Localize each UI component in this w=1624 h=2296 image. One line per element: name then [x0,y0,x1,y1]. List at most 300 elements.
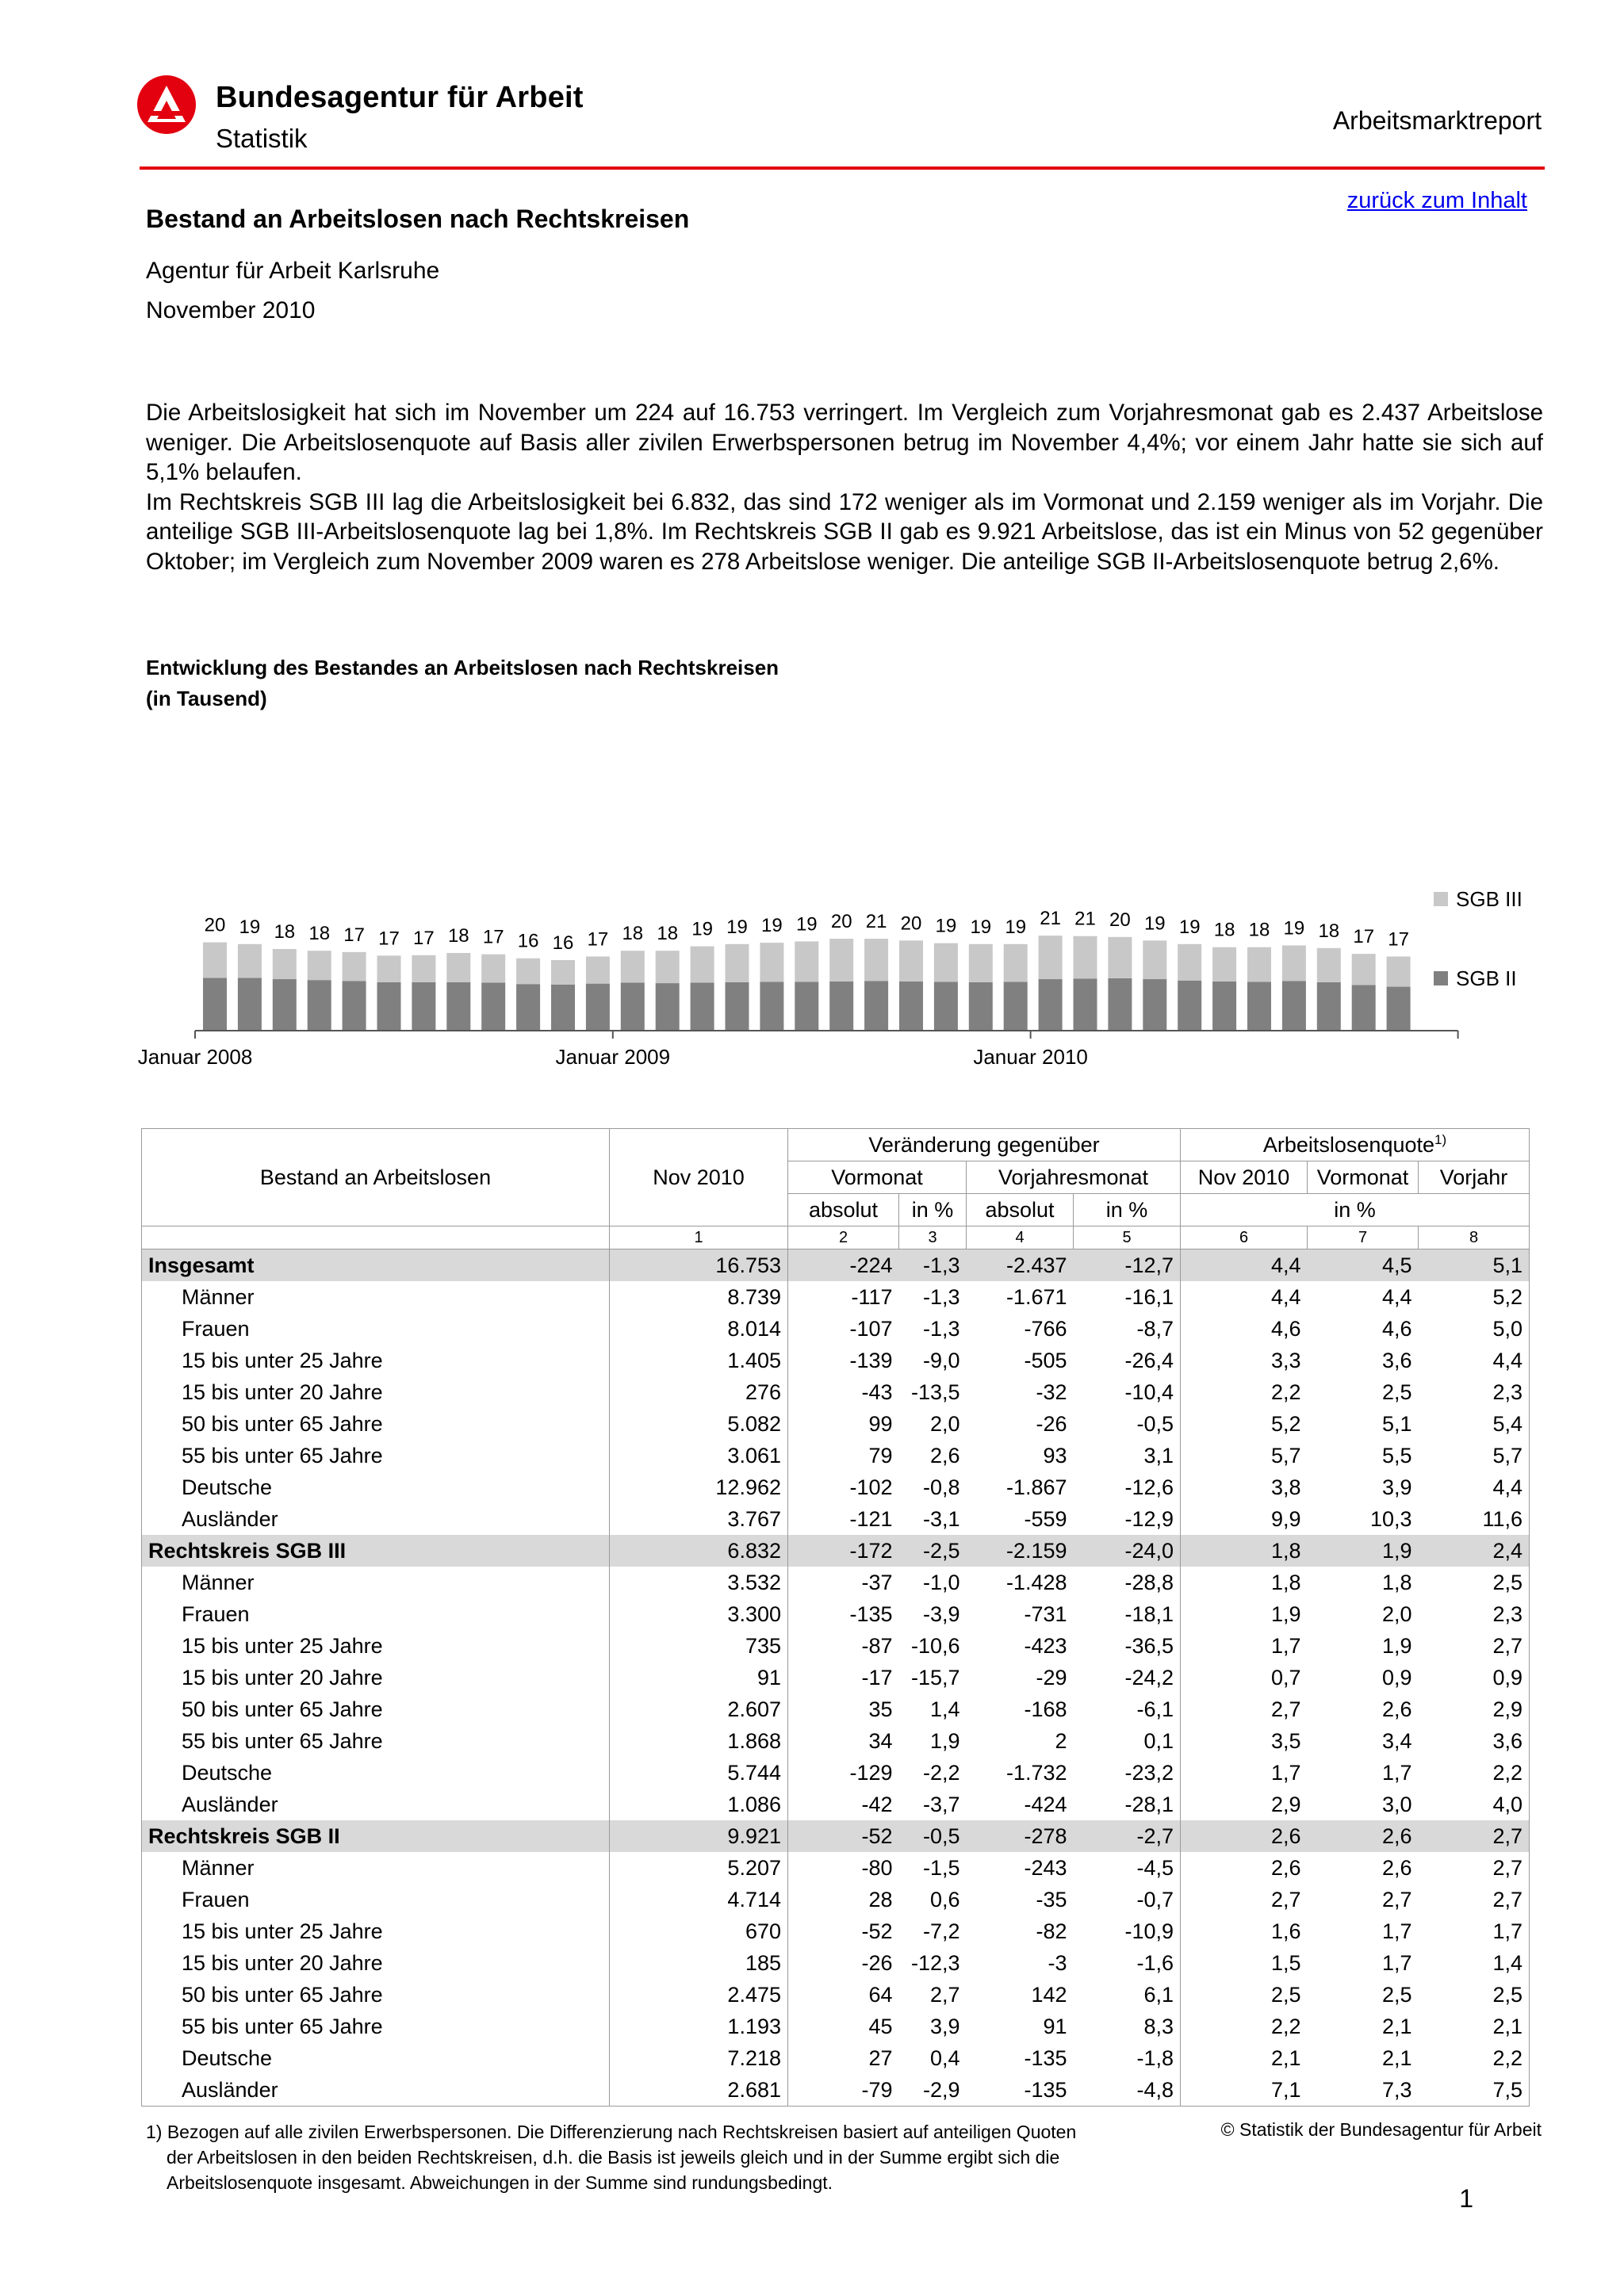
bar-sgb2 [1074,978,1097,1031]
back-to-contents-link[interactable]: zurück zum Inhalt [1346,188,1527,213]
bar-sgb3 [1352,954,1376,985]
cell-col-8: 2,7 [1419,1820,1530,1852]
row-label: Ausländer [142,2074,610,2107]
cell-col-2: 99 [788,1408,899,1440]
bar-sgb2 [308,980,331,1031]
cell-col-4: -2.437 [967,1249,1074,1282]
bar-sgb2 [586,984,610,1031]
bar-sgb2 [1143,979,1166,1031]
cell-col-3: 2,0 [929,1411,960,1436]
cell-col-3: 2,7 [929,1982,960,2007]
cell-col-1: 1.405 [610,1345,788,1376]
cell-col-7: 7,3 [1308,2074,1419,2107]
cell-col-8: 5,2 [1419,1281,1530,1313]
cell-col-7: 3,0 [1381,1792,1412,1816]
cell-col-3: -3,7 [922,1792,960,1816]
bar-total-label: 18 [1318,920,1340,942]
table-row [142,1345,1530,1376]
cell-col-8: 2,2 [1419,2042,1530,2074]
cell-col-1: 91 [610,1662,788,1693]
cell-col-4: 142 [1031,1982,1067,2007]
cell-col-2: -37 [788,1567,899,1598]
bar-total-label: 16 [517,930,539,952]
bar-total-label: 18 [1213,919,1235,941]
cell-col-5: -2,7 [1074,1820,1181,1852]
chart-title-line-2: (in Tausend) [146,687,267,710]
table-row [142,1630,1530,1662]
cell-col-5: -24,2 [1124,1665,1174,1689]
bar-total-label: 19 [935,915,957,937]
table-row [142,1662,1530,1693]
cell-col-5: -0,7 [1136,1887,1174,1911]
cell-col-2: -129 [788,1757,899,1789]
cell-col-8: 2,9 [1419,1693,1530,1725]
bar-sgb3 [1108,937,1132,978]
cell-col-3: 1,9 [929,1728,960,1753]
bar-sgb2 [1387,987,1411,1031]
table-group-row [142,1820,1530,1852]
th-row-header: Bestand an Arbeitslosen [142,1129,610,1226]
bar-sgb2 [377,982,401,1031]
bar-total-label: 19 [691,918,713,940]
cell-col-4: -505 [1024,1348,1067,1372]
cell-col-3: -15,7 [910,1665,960,1689]
row-label: Männer [142,1567,610,1598]
page-number: 1 [1459,2184,1473,2213]
bar-total-label: 17 [413,927,435,949]
cell-col-1: 2.607 [610,1693,788,1725]
th-vormonat: Vormonat [788,1161,967,1194]
bar-sgb2 [1004,982,1028,1031]
legend-label: SGB II [1456,966,1517,990]
bar-total-label: 18 [447,925,469,947]
th-quote-vorjahr: Vorjahr [1419,1161,1530,1194]
cell-col-6: 1,5 [1181,1947,1308,1979]
bar-sgb3 [829,939,853,982]
table-row [142,1440,1530,1471]
bar-sgb2 [481,983,505,1031]
cell-col-8: 2,5 [1419,1979,1530,2011]
cell-col-6: 4,4 [1181,1281,1308,1313]
cell-col-3: 0,6 [929,1887,960,1911]
cell-col-4: -1.671 [1005,1284,1067,1309]
cell-col-3: -9,0 [922,1348,960,1372]
table-row [142,1598,1530,1630]
cell-col-4: -1.867 [1005,1475,1067,1499]
bar-sgb2 [273,979,297,1031]
cell-col-1: 5.744 [610,1757,788,1789]
row-label: 50 bis unter 65 Jahre [142,1408,610,1440]
bar-total-label: 18 [622,923,644,945]
cell-col-7: 0,9 [1381,1665,1412,1689]
x-tick-label: Januar 2009 [555,1045,671,1069]
th-vorjahresmonat: Vorjahresmonat [967,1161,1181,1194]
bar-sgb2 [1108,978,1132,1031]
cell-col-3: -2,9 [899,2074,967,2107]
cell-col-5: -26,4 [1124,1348,1174,1372]
table-row [142,1471,1530,1503]
row-label: 50 bis unter 65 Jahre [142,1979,610,2011]
row-label: 50 bis unter 65 Jahre [142,1693,610,1725]
cell-col-3: 1,4 [929,1697,960,1721]
bar-total-label: 19 [1143,913,1166,935]
cell-col-7: 1,7 [1381,1919,1412,1943]
cell-col-4: -243 [1024,1855,1067,1880]
cell-col-8: 2,2 [1419,1757,1530,1789]
x-tick-label: Januar 2008 [137,1045,253,1069]
bar-total-label: 21 [1040,908,1061,930]
cell-col-5: -24,0 [1074,1535,1181,1567]
cell-col-1: 16.753 [610,1249,788,1282]
cell-col-7: 3,9 [1381,1475,1412,1499]
table-row [142,1852,1530,1884]
cell-col-3: 2,6 [929,1443,960,1468]
bar-sgb3 [760,943,783,982]
cell-col-1: 670 [610,1915,788,1947]
bar-sgb3 [1143,940,1166,979]
table-row [142,1281,1530,1313]
cell-col-4: -82 [1036,1919,1067,1943]
cell-col-6: 1,7 [1181,1630,1308,1662]
footnote-line-1: 1) Bezogen auf alle zivilen Erwerbspersonen. Die Differenzierung nach Rechtskreisen basiert auf anteiligen Quoten [146,2122,1077,2142]
cell-col-2: 64 [788,1979,899,2011]
bar-sgb3 [273,949,297,979]
bar-sgb2 [238,978,262,1031]
cell-col-4: -26 [1036,1411,1067,1436]
bar-sgb2 [1352,985,1376,1031]
cell-col-3: 3,9 [929,2014,960,2038]
cell-col-4: 93 [1043,1443,1067,1468]
cell-col-1: 1.193 [610,2011,788,2042]
cell-col-8: 2,1 [1419,2011,1530,2042]
cell-col-2: -52 [788,1820,899,1852]
th-idx-7: 7 [1308,1226,1419,1249]
cell-col-3: -13,5 [910,1380,960,1404]
cell-col-7: 3,4 [1381,1728,1412,1753]
bar-total-label: 17 [1388,928,1409,951]
cell-col-8: 2,3 [1419,1598,1530,1630]
stacked-bar-chart [119,832,1546,1086]
th-quote-vormonat: Vormonat [1308,1161,1419,1194]
bar-sgb2 [899,982,923,1031]
bar-sgb2 [969,982,993,1031]
bar-sgb3 [238,944,262,978]
cell-col-8: 5,0 [1419,1313,1530,1345]
bar-total-label: 18 [1248,919,1270,941]
cell-col-3: -1,5 [922,1855,960,1880]
cell-col-8: 1,7 [1419,1915,1530,1947]
x-tick-label: Januar 2010 [973,1045,1088,1069]
bar-sgb3 [481,955,505,983]
bar-sgb3 [412,955,435,982]
cell-col-8: 0,9 [1419,1662,1530,1693]
row-label: Rechtskreis SGB II [142,1820,610,1852]
th-idx-6: 6 [1181,1226,1308,1249]
cell-col-8: 2,7 [1419,1852,1530,1884]
bar-sgb2 [446,982,470,1031]
cell-col-3: -1,3 [922,1316,960,1341]
cell-col-5: 6,1 [1143,1982,1174,2007]
footnote-line-3: Arbeitslosenquote insgesamt. Abweichungen in der Summe sind rundungsbedingt. [167,2172,833,2193]
ba-logo-icon [136,75,197,135]
th-quote-label: Arbeitslosenquote [1262,1133,1435,1157]
bar-total-label: 18 [657,923,679,945]
bar-sgb3 [203,943,227,978]
table-row [142,1725,1530,1757]
cell-col-1: 7.218 [610,2042,788,2074]
cell-col-4: -424 [1024,1792,1067,1816]
cell-col-5: -4,8 [1074,2074,1181,2107]
cell-col-4: 2 [1055,1728,1067,1753]
cell-col-6: 7,1 [1181,2074,1308,2107]
cell-col-5: -6,1 [1136,1697,1174,1721]
row-label: 55 bis unter 65 Jahre [142,2011,610,2042]
bar-sgb2 [1178,981,1201,1031]
bar-sgb3 [377,955,401,982]
cell-col-6: 1,8 [1181,1535,1308,1567]
bar-sgb3 [726,944,749,982]
row-label: Insgesamt [142,1249,610,1282]
cell-col-4: -29 [1036,1665,1067,1689]
row-label: 15 bis unter 25 Jahre [142,1630,610,1662]
cell-col-1: 5.207 [610,1852,788,1884]
cell-col-3: -1,0 [922,1570,960,1594]
cell-col-8: 2,7 [1419,1630,1530,1662]
bar-sgb3 [1074,936,1097,979]
cell-col-1: 4.714 [610,1884,788,1915]
cell-col-6: 1,6 [1181,1915,1308,1947]
table-row [142,1693,1530,1725]
legend-swatch [1434,892,1448,906]
cell-col-2: -121 [788,1503,899,1535]
cell-col-8: 4,4 [1419,1471,1530,1503]
cell-col-6: 1,7 [1181,1757,1308,1789]
bar-sgb3 [1004,944,1028,982]
cell-col-8: 4,4 [1419,1345,1530,1376]
row-label: Ausländer [142,1789,610,1820]
bar-sgb3 [1178,944,1201,981]
cell-col-1: 3.767 [610,1503,788,1535]
cell-col-7: 2,1 [1381,2045,1412,2070]
cell-col-2: 27 [788,2042,899,2074]
row-label: Ausländer [142,1503,610,1535]
cell-col-1: 2.681 [610,2074,788,2107]
cell-col-1: 8.739 [610,1281,788,1313]
cell-col-8: 5,1 [1419,1249,1530,1282]
row-label: 15 bis unter 20 Jahre [142,1376,610,1408]
cell-col-2: -172 [788,1535,899,1567]
header-divider [140,166,1545,170]
cell-col-7: 4,5 [1308,1249,1419,1282]
cell-col-6: 2,6 [1181,1852,1308,1884]
cell-col-6: 5,2 [1181,1408,1308,1440]
cell-col-8: 2,7 [1419,1884,1530,1915]
cell-col-1: 276 [610,1376,788,1408]
cell-col-4: -766 [1024,1316,1067,1341]
bar-sgb3 [551,960,575,985]
cell-col-5: -10,4 [1124,1380,1174,1404]
bar-sgb3 [446,953,470,982]
intro-text [146,398,1543,576]
bar-sgb3 [343,952,366,981]
row-label: Frauen [142,1313,610,1345]
th-blank [142,1226,610,1249]
bar-total-label: 17 [482,926,504,948]
row-label: Frauen [142,1598,610,1630]
th-idx-4: 4 [967,1226,1074,1249]
cell-col-1: 6.832 [610,1535,788,1567]
cell-col-4: -32 [1036,1380,1067,1404]
cell-col-3: -12,3 [910,1950,960,1975]
bar-total-label: 21 [865,911,887,933]
cell-col-6: 1,9 [1181,1598,1308,1630]
table-row [142,2042,1530,2074]
row-label: 15 bis unter 20 Jahre [142,1662,610,1693]
th-absolut-1: absolut [788,1194,899,1226]
brand-name: Bundesagentur für Arbeit [216,81,584,114]
bar-sgb2 [516,984,540,1031]
bar-total-label: 17 [343,924,365,946]
cell-col-3: -3,9 [922,1601,960,1626]
bar-total-label: 20 [204,914,226,936]
bar-sgb3 [691,947,714,983]
bar-sgb2 [203,978,227,1031]
cell-col-5: 8,3 [1143,2014,1174,2038]
bar-total-label: 17 [378,928,400,950]
th-idx-1: 1 [610,1226,788,1249]
table-row [142,1567,1530,1598]
cell-col-3: -7,2 [922,1919,960,1943]
row-label: 15 bis unter 20 Jahre [142,1947,610,1979]
bar-total-label: 17 [1353,926,1375,948]
row-label: Deutsche [142,1757,610,1789]
bar-total-label: 21 [1074,908,1096,930]
cell-col-1: 735 [610,1630,788,1662]
cell-col-5: -4,5 [1136,1855,1174,1880]
bar-sgb3 [1317,948,1341,982]
cell-col-5: 3,1 [1143,1443,1174,1468]
th-absolut-2: absolut [967,1194,1074,1226]
bar-sgb3 [1247,947,1271,982]
cell-col-6: 4,6 [1181,1313,1308,1345]
cell-col-7: 1,8 [1381,1570,1412,1594]
cell-col-6: 9,9 [1181,1503,1308,1535]
bar-total-label: 19 [1005,916,1027,938]
cell-col-3: -1,3 [899,1249,967,1282]
bar-sgb2 [1212,982,1236,1031]
bar-sgb2 [1282,981,1306,1031]
bar-total-label: 17 [587,928,609,951]
bar-sgb3 [1212,947,1236,982]
table-row [142,1503,1530,1535]
table-row [142,1915,1530,1947]
cell-col-2: -102 [788,1471,899,1503]
cell-col-2: -87 [788,1630,899,1662]
cell-col-2: -107 [788,1313,899,1345]
bar-sgb3 [621,951,645,982]
cell-col-6: 3,5 [1181,1725,1308,1757]
table-row [142,1408,1530,1440]
cell-col-8: 5,4 [1419,1408,1530,1440]
bar-sgb3 [969,944,993,982]
bar-sgb2 [726,982,749,1031]
th-idx-8: 8 [1419,1226,1530,1249]
cell-col-7: 5,1 [1381,1411,1412,1436]
cell-col-6: 0,7 [1181,1662,1308,1693]
bar-sgb2 [656,983,680,1031]
bar-sgb3 [934,943,958,982]
cell-col-5: -36,5 [1124,1633,1174,1658]
cell-col-1: 3.532 [610,1567,788,1598]
bar-sgb3 [656,951,680,983]
th-change-group: Veränderung gegenüber [788,1129,1181,1161]
bar-total-label: 18 [308,923,331,945]
cell-col-5: 0,1 [1143,1728,1174,1753]
cell-col-2: -224 [788,1249,899,1282]
page-title: Bestand an Arbeitslosen nach Rechtskreisen [146,205,690,233]
intro-paragraph-2: Im Rechtskreis SGB III lag die Arbeitslosigkeit bei 6.832, das sind 172 weniger als im Vormonat und 2.159 weniger als im Vorjahr. Die anteilige SGB III-Arbeitslosenquote lag bei 1,8%. Im Rechtskreis SGB II gab es 9.921 Arbeitslose, das ist ein Minus von 52 gegenüber Oktober; im Vergleich zum November 2009 waren es 278 Arbeitslose weniger. Die anteilige SGB II-Arbeitslosenquote betrug 2,6%. [146,488,1543,575]
cell-col-4: -278 [967,1820,1074,1852]
table-row [142,1979,1530,2011]
cell-col-7: 1,9 [1381,1633,1412,1658]
cell-col-1: 8.014 [610,1313,788,1345]
th-nov2010: Nov 2010 [610,1129,788,1226]
cell-col-2: -139 [788,1345,899,1376]
bar-sgb2 [829,982,853,1031]
agency-name: Agentur für Arbeit Karlsruhe [146,258,440,284]
bar-total-label: 19 [795,913,818,936]
chart-title [146,652,779,714]
bar-total-label: 20 [1109,909,1131,931]
cell-col-2: 28 [788,1884,899,1915]
cell-col-1: 12.962 [610,1471,788,1503]
cell-col-5: -23,2 [1124,1760,1174,1785]
cell-col-4: -35 [1036,1887,1067,1911]
th-pct-1: in % [899,1194,967,1226]
cell-col-4: -2.159 [967,1535,1074,1567]
cell-col-1: 5.082 [610,1408,788,1440]
cell-col-4: -135 [1024,2045,1067,2070]
bar-total-label: 19 [1283,917,1305,939]
report-period: November 2010 [146,297,316,323]
bar-sgb2 [934,982,958,1031]
bar-total-label: 19 [239,916,261,938]
cell-col-4: -731 [1024,1601,1067,1626]
cell-col-7: 2,1 [1381,2014,1412,2038]
th-quote-footnote-ref: 1) [1434,1132,1447,1147]
cell-col-4: -3 [1048,1950,1067,1975]
cell-col-5: -1,6 [1136,1950,1174,1975]
cell-col-8: 5,7 [1419,1440,1530,1471]
report-label: Arbeitsmarktreport [1332,106,1542,135]
row-label: Deutsche [142,2042,610,2074]
cell-col-2: 34 [788,1725,899,1757]
cell-col-7: 3,6 [1381,1348,1412,1372]
bar-sgb2 [691,983,714,1031]
cell-col-2: -17 [788,1662,899,1693]
cell-col-7: 2,6 [1381,1697,1412,1721]
table-row [142,1884,1530,1915]
cell-col-6: 2,5 [1181,1979,1308,2011]
cell-col-7: 2,6 [1308,1820,1419,1852]
bar-sgb2 [551,985,575,1031]
bar-total-label: 19 [970,916,992,938]
cell-col-5: -0,5 [1136,1411,1174,1436]
bar-sgb3 [795,941,818,982]
cell-col-1: 2.475 [610,1979,788,2011]
cell-col-4: -1.732 [1005,1760,1067,1785]
cell-col-5: -12,7 [1074,1249,1181,1282]
